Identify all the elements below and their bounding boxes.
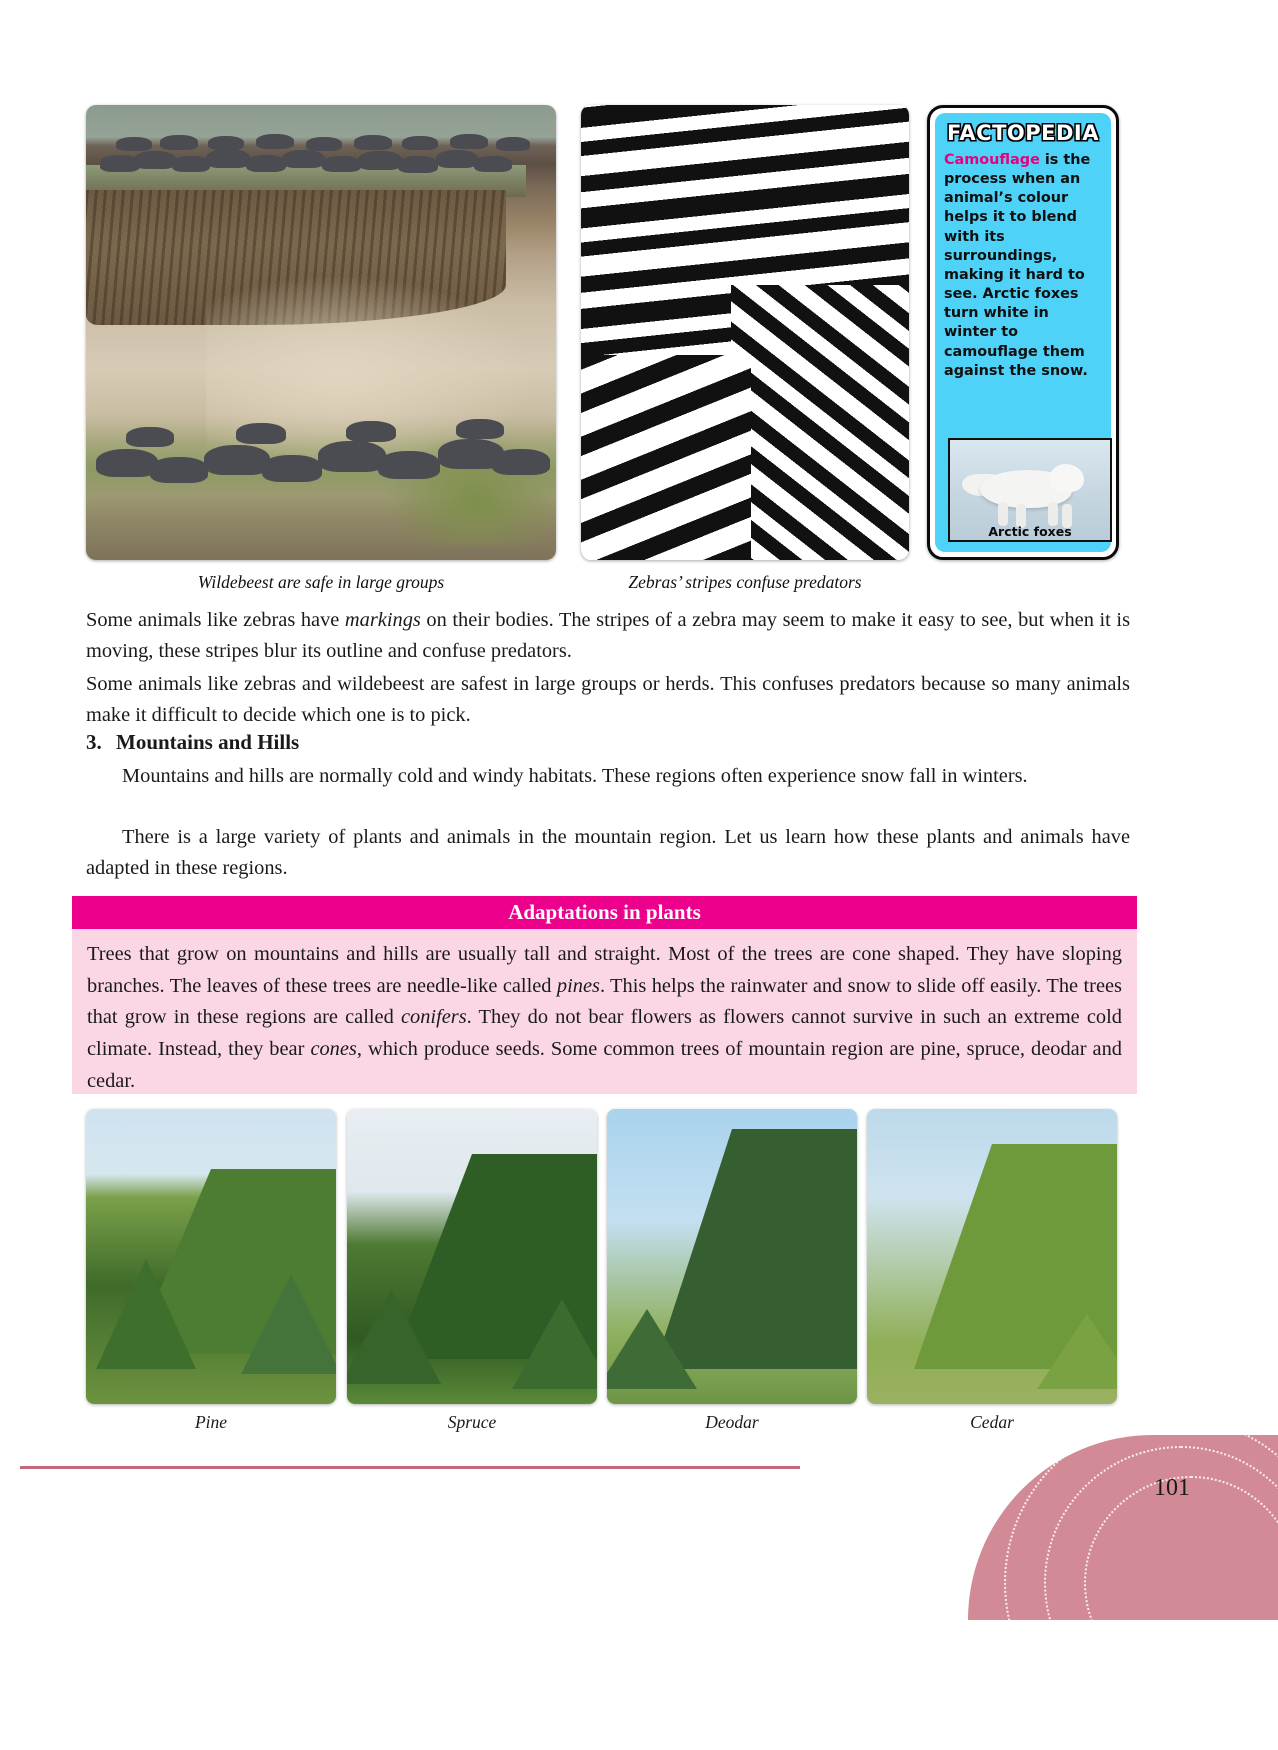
paragraph-herds: Some animals like zebras and wildebeest are safest in large groups or herds. This confuses predators because so many animals make it difficult to decide which one is to pick. — [86, 673, 1130, 727]
deodar-photo — [607, 1109, 857, 1404]
factopedia-title: FACTOPEDIA — [946, 121, 1099, 145]
adapt-text-b: . This helps the rainwater and snow to slide off easily. The trees that grow in these regions are called — [87, 974, 1122, 1029]
pine-tree-shape-small — [241, 1274, 336, 1374]
paragraph-markings — [86, 605, 1130, 667]
para1-part-a: Some animals like zebras have — [86, 609, 345, 631]
adapt-em-conifers: conifers — [400, 1006, 467, 1029]
wildebeest-caption: Wildebeest are safe in large groups — [197, 572, 445, 592]
zebra-caption: Zebras’ stripes confuse predators — [628, 572, 862, 592]
spruce-photo — [347, 1109, 597, 1404]
fox-leg — [1048, 502, 1058, 526]
adaptations-bar-title: Adaptations in plants — [72, 896, 1137, 929]
arctic-fox-caption: Arctic foxes — [988, 524, 1072, 539]
paragraph-mountain-variety: There is a large variety of plants and animals in the mountain region. Let us learn how these plants and animals have adapted in these regions. — [86, 826, 1130, 880]
pine-tree-shape-small — [96, 1259, 196, 1369]
factopedia-body: is the process when an animal’s colour helps it to blend with its surroundings, making it hard to see. Arctic foxes turn white in winter to camouflage them against the snow. — [944, 152, 1091, 379]
adapt-em-cones: cones — [310, 1037, 357, 1060]
factopedia-card — [927, 105, 1119, 560]
adapt-text-a: Trees that grow on mountains and hills are usually tall and straight. Most of the trees are cone shaped. They have sloping branches. The leaves of these trees are needle-like called — [87, 943, 1122, 997]
factopedia-text — [944, 151, 1102, 381]
zebra-stripe-pattern-tertiary — [581, 355, 751, 560]
zebra-stripe-pattern-secondary — [731, 285, 909, 560]
section-heading-text: Mountains and Hills — [116, 730, 300, 754]
wildebeest-herd-top — [96, 129, 546, 191]
arctic-fox-photo — [948, 438, 1112, 542]
wildebeest-photo — [86, 105, 556, 560]
pine-photo — [86, 1109, 336, 1404]
adapt-text-c: . They do not bear flowers as flowers cannot survive in such an extreme cold climate. Instead, they bear — [87, 1006, 1122, 1060]
section-heading-mountains — [86, 730, 299, 755]
para1-emphasis: markings — [344, 609, 421, 631]
adaptations-panel — [72, 929, 1137, 1094]
tree-figure-row — [86, 1109, 1131, 1404]
wildebeest-herd-bottom — [86, 405, 556, 515]
para1-part-b: on their bodies. The stripes of a zebra may seem to make it easy to see, but when it is moving, these stripes blur its outline and confuse predators. — [86, 609, 1131, 663]
top-figure-row — [86, 105, 1196, 560]
cedar-caption: Cedar — [970, 1412, 1014, 1432]
spruce-tree-shape-small — [512, 1299, 597, 1389]
spruce-caption: Spruce — [447, 1412, 497, 1432]
footer-rule — [20, 1466, 800, 1469]
adapt-text-d: , which produce seeds. Some common trees of mountain region are pine, spruce, deodar and cedar. — [87, 1037, 1122, 1092]
page-number: 101 — [1154, 1475, 1190, 1501]
section-heading-number: 3. — [86, 730, 102, 754]
fox-head — [1050, 464, 1084, 492]
factopedia-keyword: Camouflage — [944, 152, 1040, 168]
fox-leg — [998, 502, 1008, 526]
footer-arc-decoration — [968, 1435, 1278, 1620]
cedar-photo — [867, 1109, 1117, 1404]
zebra-photo — [581, 105, 909, 560]
adaptations-paragraph — [87, 939, 1122, 1097]
pine-caption: Pine — [194, 1412, 228, 1432]
cedar-tree-shape-small — [1037, 1314, 1117, 1389]
deodar-tree-shape-small — [607, 1309, 697, 1389]
deodar-caption: Deodar — [705, 1412, 759, 1432]
paragraph-mountain-climate: Mountains and hills are normally cold and windy habitats. These regions often experience snow fall in winters. — [122, 765, 1028, 787]
adapt-em-pines: pines — [556, 974, 600, 997]
factopedia-inner — [935, 113, 1111, 552]
spruce-tree-shape-small — [347, 1289, 441, 1384]
